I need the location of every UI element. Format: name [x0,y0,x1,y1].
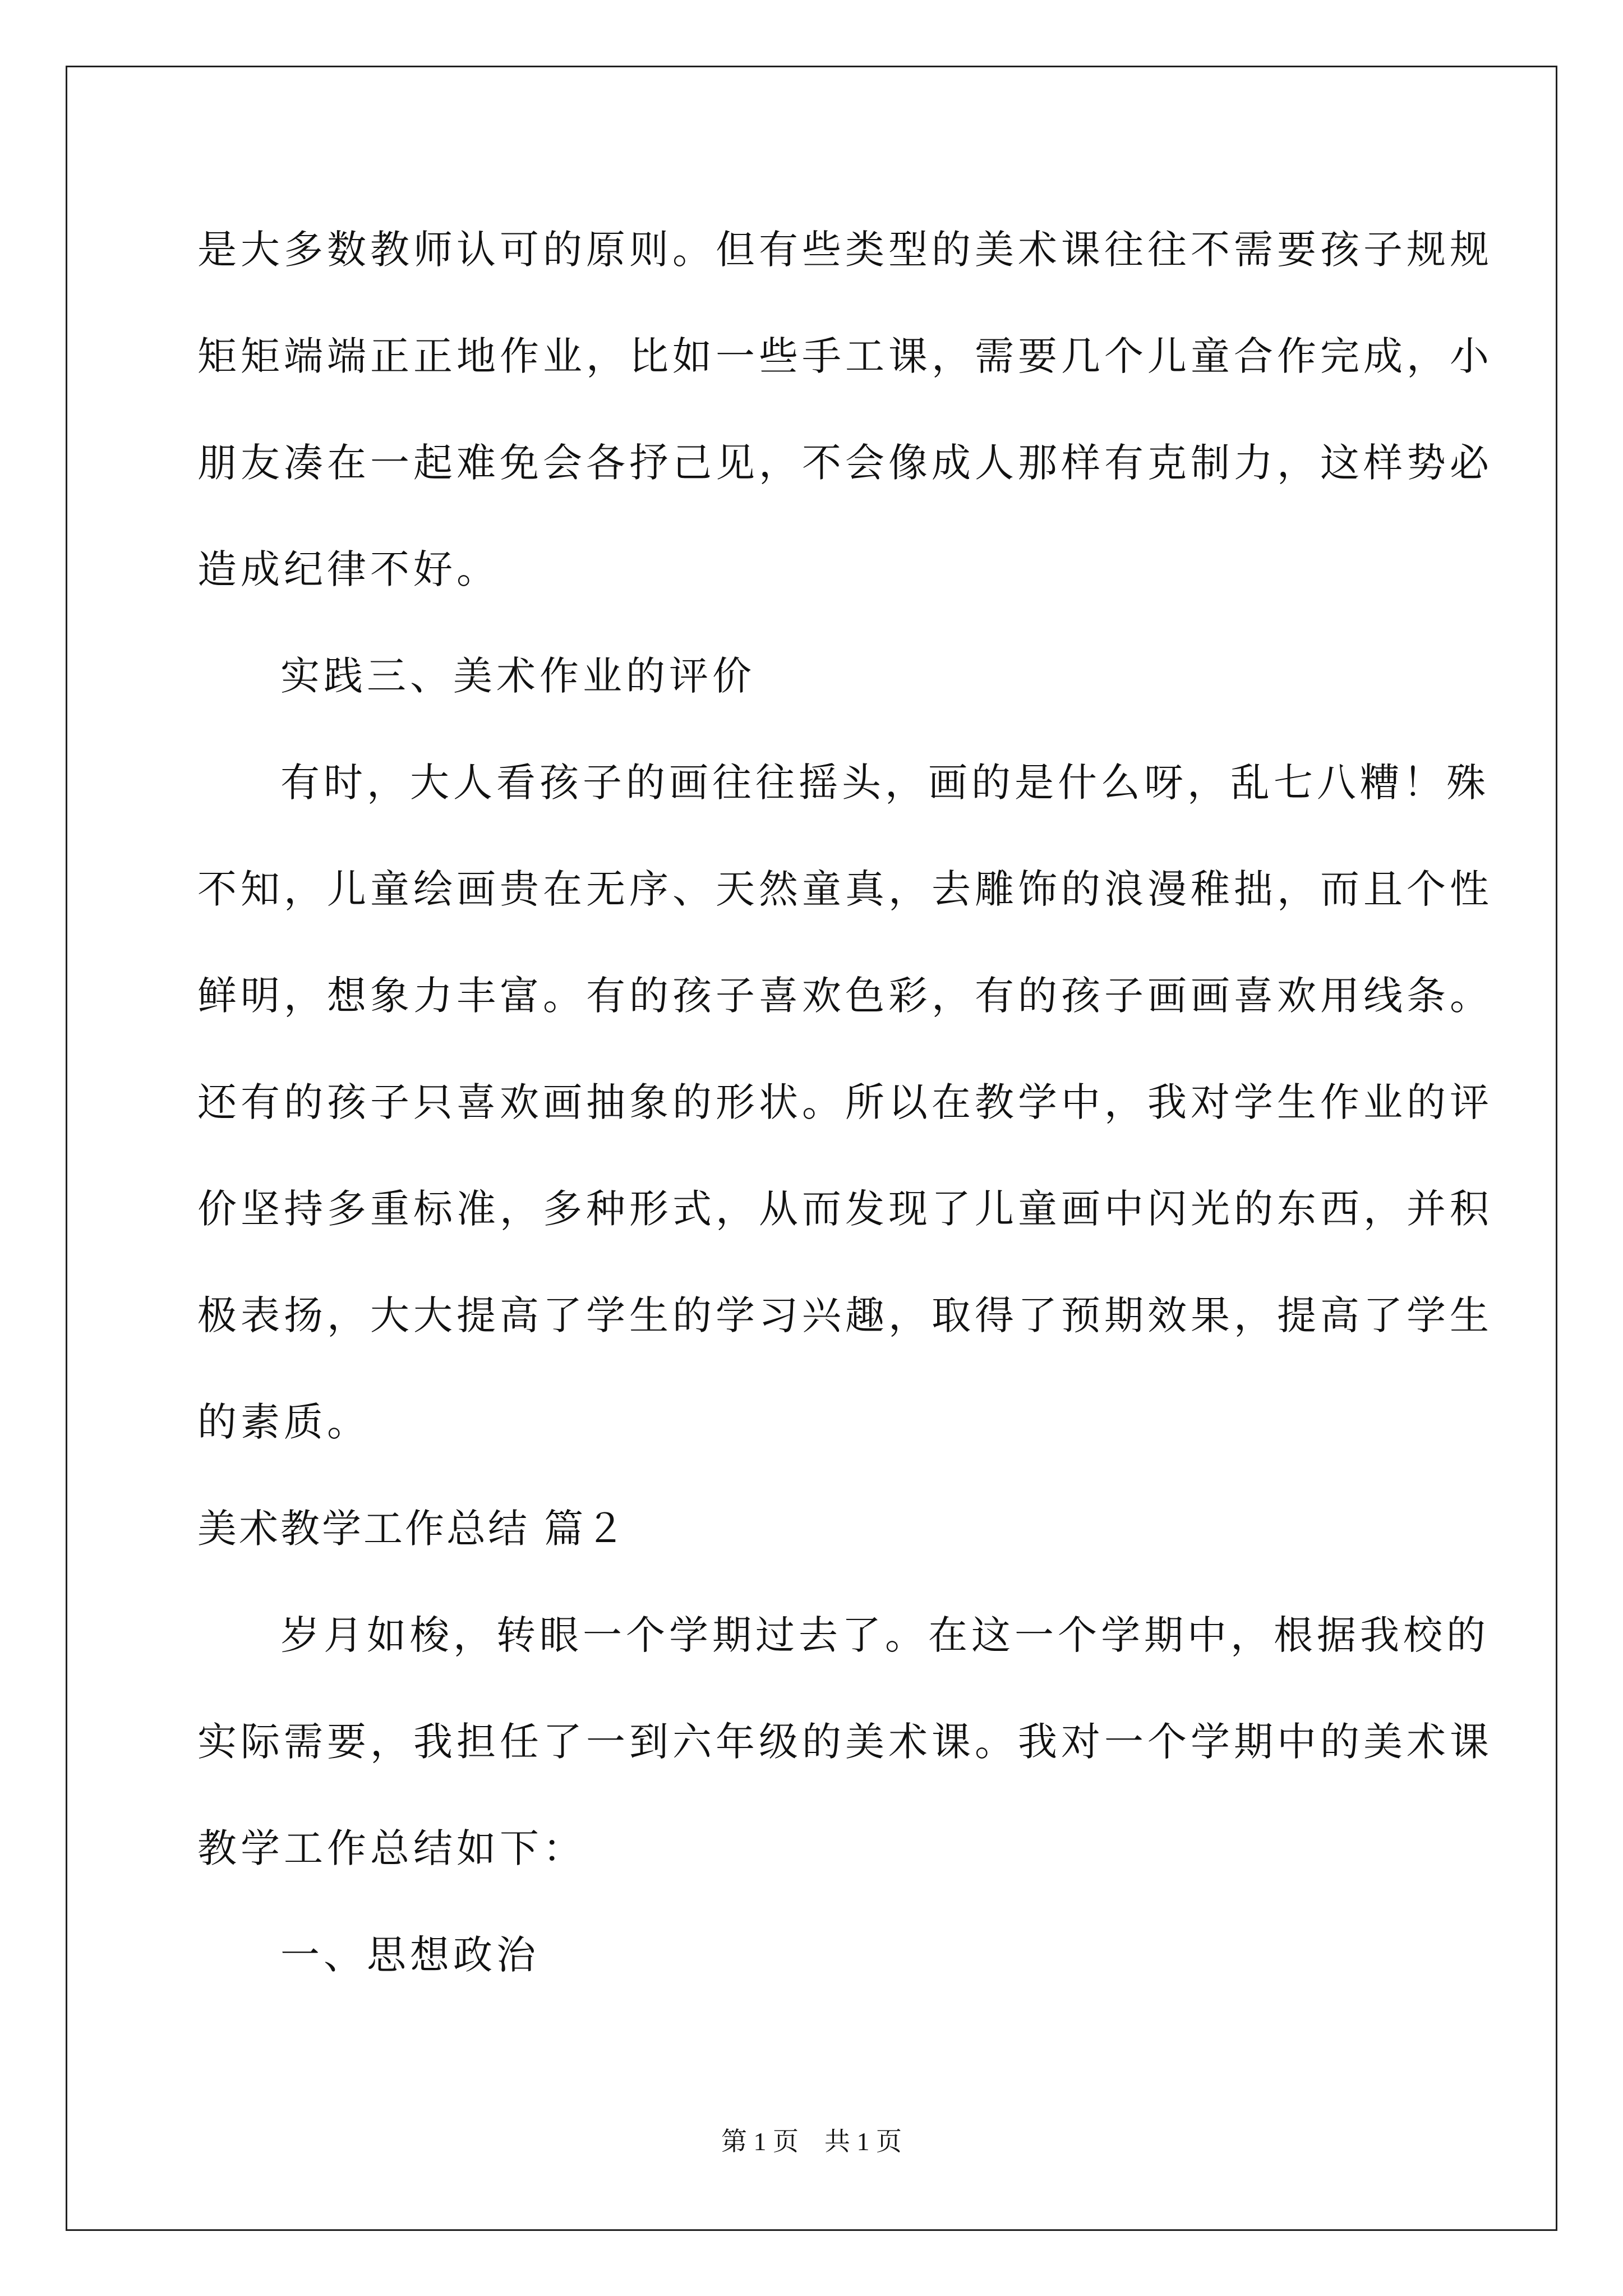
page-footer: 第 1 页 共 1 页 [721,2127,902,2156]
section-heading: 实践三、美术作业的评价 [280,653,755,699]
paragraph-line: 实际需要，我担任了一到六年级的美术课。我对一个学期中的美术课 [197,1719,1493,1765]
paragraph-line: 有时，大人看孩子的画往往摇头，画的是什么呀，乱七八糟！殊 [280,760,1490,806]
paragraph-line: 极表扬，大大提高了学生的学习兴趣，取得了预期效果，提高了学生 [197,1292,1493,1338]
paragraph-line: 岁月如梭，转眼一个学期过去了。在这一个学期中，根据我校的 [280,1612,1490,1658]
paragraph-line: 鲜明，想象力丰富。有的孩子喜欢色彩，有的孩子画画喜欢用线条。 [197,973,1493,1019]
paragraph-line: 是大多数教师认可的原则。但有些类型的美术课往往不需要孩子规规 [197,227,1493,273]
paragraph-line: 还有的孩子只喜欢画抽象的形状。所以在教学中，我对学生作业的评 [197,1079,1493,1125]
paragraph-line: 的素质。 [197,1399,370,1445]
paragraph-line: 教学工作总结如下： [197,1825,586,1871]
paragraph-line: 矩矩端端正正地作业，比如一些手工课，需要几个儿童合作完成，小 [197,333,1493,379]
paragraph-line: 朋友凑在一起难免会各抒己见，不会像成人那样有克制力，这样势必 [197,440,1493,486]
section-heading: 一、思想政治 [280,1932,540,1978]
paragraph-line: 不知，儿童绘画贵在无序、天然童真，去雕饰的浪漫稚拙，而且个性 [197,866,1493,912]
article-title: 美术教学工作总结 篇２ [197,1506,628,1552]
paragraph-line: 造成纪律不好。 [197,546,500,592]
paragraph-line: 价坚持多重标准，多种形式，从而发现了儿童画中闪光的东西，并积 [197,1186,1493,1232]
page-border [66,66,1557,2231]
